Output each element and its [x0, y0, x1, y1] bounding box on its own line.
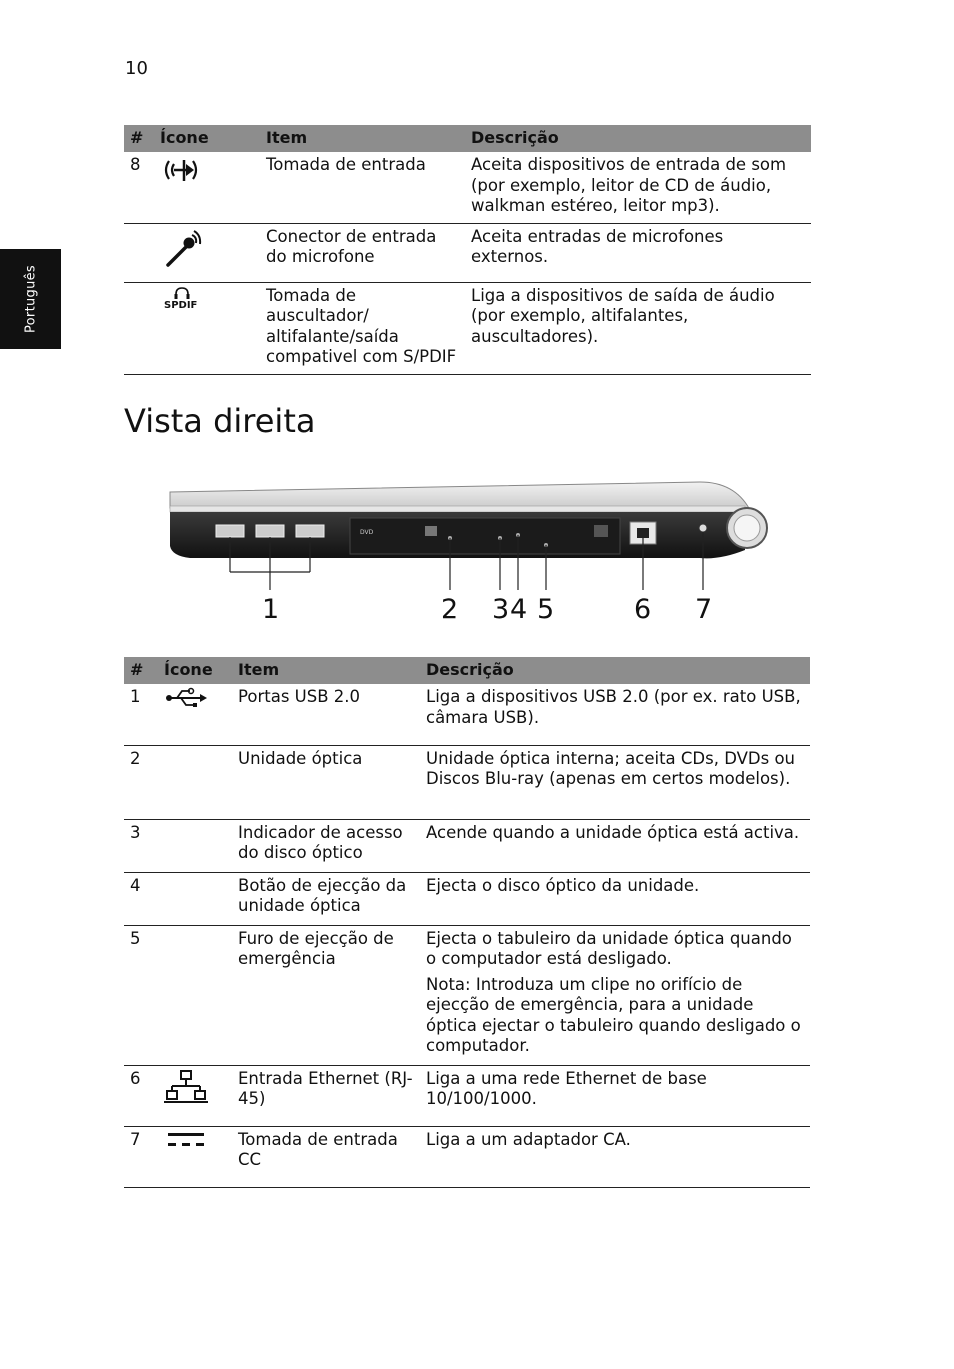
- row-item: Tomada de entrada CC: [238, 1129, 398, 1169]
- row-number: 7: [130, 1129, 141, 1149]
- row-item: Entrada Ethernet (RJ-45): [232, 1065, 420, 1126]
- header-icon: Ícone: [154, 125, 260, 152]
- language-label: Português: [23, 265, 39, 333]
- svg-text:DVD: DVD: [360, 529, 374, 536]
- header-icon: Ícone: [158, 657, 232, 684]
- row-number: 1: [124, 684, 158, 745]
- row-description: Aceita dispositivos de entrada de som (por exemplo, leitor de CD de áudio, walkman estéreo, leitor mp3).: [465, 152, 811, 223]
- table-row: [124, 223, 811, 282]
- row-icon-cell: [154, 282, 260, 374]
- row-number: [124, 223, 154, 282]
- table-row: [124, 819, 810, 872]
- row-item: Tomada de auscultador/ altifalante/saída compativel com S/PDIF: [266, 285, 457, 366]
- header-item: Item: [260, 125, 465, 152]
- laptop-right-view-figure: [160, 470, 780, 630]
- table-row: [124, 745, 810, 819]
- row-item: Unidade óptica: [232, 745, 420, 819]
- table-row: [124, 872, 810, 925]
- row-number: [124, 282, 154, 374]
- header-number: #: [124, 657, 158, 684]
- row-number: 6: [124, 1065, 158, 1126]
- row-description: Ejecta o disco óptico da unidade.: [420, 872, 810, 925]
- note-text: : Introduza um clipe no orifício de ejecção de emergência, para a unidade óptica ejectar o tabuleiro quando desligado o computador.: [426, 974, 801, 1055]
- row-number: 4: [124, 872, 158, 925]
- row-description: Liga a dispositivos USB 2.0 (por ex. rato USB, câmara USB).: [420, 684, 810, 745]
- note-label: Nota: [426, 974, 466, 994]
- audio-in-icon: [160, 155, 206, 185]
- page-number: 10: [125, 58, 148, 79]
- ethernet-icon: [164, 1069, 210, 1103]
- row-icon-cell: [158, 925, 232, 1065]
- ports-table-left-continued: [124, 125, 811, 375]
- callout-3: 3: [492, 594, 510, 625]
- dc-in-icon: [164, 1130, 210, 1152]
- row-item: Tomada de entrada: [260, 152, 465, 223]
- row-description: Liga a uma rede Ethernet de base 10/100/1000.: [420, 1065, 810, 1126]
- row-icon-cell: [158, 745, 232, 819]
- callout-6: 6: [634, 594, 652, 625]
- row-icon-cell: [158, 872, 232, 925]
- row-description: [420, 925, 810, 1065]
- header-description: Descrição: [465, 125, 811, 152]
- callout-4: 4: [510, 594, 528, 625]
- row-icon-cell: [158, 819, 232, 872]
- microphone-icon: [160, 227, 206, 269]
- callout-2: 2: [441, 594, 459, 625]
- table-header: [124, 125, 811, 152]
- callout-1: 1: [262, 594, 280, 625]
- table-row: [124, 684, 810, 745]
- row-item: Conector de entrada do microfone: [260, 223, 465, 282]
- callout-5: 5: [537, 594, 555, 625]
- section-title: Vista direita: [124, 402, 316, 440]
- table-row: [124, 1065, 810, 1126]
- laptop-illustration: [160, 470, 780, 630]
- row-icon-cell: [154, 223, 260, 282]
- row-description: Aceita entradas de microfones externos.: [465, 223, 811, 282]
- row-item: Botão de ejecção da unidade óptica: [232, 872, 420, 925]
- table-row: [124, 925, 810, 1065]
- row-description: Acende quando a unidade óptica está activa.: [420, 819, 810, 872]
- row-number: 8: [124, 152, 154, 223]
- language-side-tab: [0, 249, 61, 349]
- row-icon-cell: [158, 684, 232, 745]
- row-number: 5: [124, 925, 158, 1065]
- row-icon-cell: [158, 1126, 232, 1187]
- row-icon-cell: [158, 1065, 232, 1126]
- row-description: Unidade óptica interna; aceita CDs, DVDs ou Discos Blu-ray (apenas em certos modelos).: [420, 745, 810, 819]
- table-row: [124, 1126, 810, 1187]
- table-row: [124, 152, 811, 223]
- table-header: [124, 657, 810, 684]
- row-item: Furo de ejecção de emergência: [232, 925, 420, 1065]
- header-number: #: [124, 125, 154, 152]
- row-description: Liga a um adaptador CA.: [426, 1129, 631, 1149]
- row-item: Indicador de acesso do disco óptico: [232, 819, 420, 872]
- row-number: 2: [124, 745, 158, 819]
- header-item: Item: [232, 657, 420, 684]
- spdif-label: SPDIF: [164, 299, 198, 311]
- table-row: [124, 282, 811, 374]
- row-icon-cell: [154, 152, 260, 223]
- row-description: Liga a dispositivos de saída de áudio (por exemplo, altifalantes, auscultadores).: [471, 285, 775, 346]
- header-description: Descrição: [420, 657, 810, 684]
- description-text: Ejecta o tabuleiro da unidade óptica quando o computador está desligado.: [426, 928, 792, 968]
- headphone-icon: [160, 286, 206, 300]
- row-number: 3: [124, 819, 158, 872]
- row-item: Portas USB 2.0: [232, 684, 420, 745]
- usb-icon: [164, 687, 210, 709]
- ports-table-right-view: [124, 657, 810, 1188]
- note-paragraph: [426, 975, 804, 1057]
- callout-7: 7: [695, 594, 713, 625]
